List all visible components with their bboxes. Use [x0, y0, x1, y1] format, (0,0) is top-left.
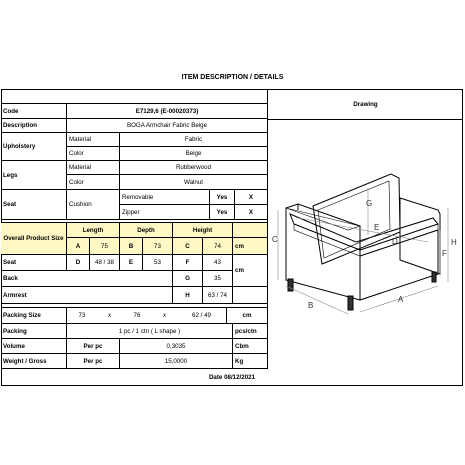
upholstery-label: Upholstery — [1, 133, 67, 161]
dim-label-e: E — [374, 223, 380, 232]
code-value: E7129,6 (E-00020373) — [67, 104, 268, 119]
packing-size-x1: x — [97, 308, 122, 324]
volume-label: Volume — [1, 339, 67, 354]
legs-color-label: Color — [67, 175, 120, 190]
page-title: ITEM DESCRIPTION / DETAILS — [181, 74, 284, 81]
a-value: 75 — [90, 238, 120, 255]
d-letter: D — [67, 255, 90, 271]
code-label: Code — [1, 104, 67, 119]
volume-value: 0,3035 — [120, 339, 233, 354]
legs-material: Rubberwood — [120, 161, 268, 175]
e-letter: E — [120, 255, 143, 271]
f-letter: F — [173, 255, 203, 271]
g-letter: G — [173, 271, 203, 287]
volume-per: Per pc — [67, 339, 120, 354]
h-letter: H — [173, 287, 203, 304]
packing-size-unit: cm — [227, 308, 268, 324]
upholstery-color: Beige — [120, 147, 268, 161]
seat-label: Seat — [1, 255, 67, 271]
packing-size-3: 62 / 49 — [177, 308, 227, 324]
packing-label: Packing — [1, 324, 67, 339]
seat-option-label: Seat — [1, 190, 67, 220]
legs-color: Walnut — [120, 175, 268, 190]
packing-size-2: 76 — [122, 308, 152, 324]
zipper-label: Zipper — [120, 205, 210, 220]
upholstery-material: Fabric — [120, 133, 268, 147]
d-value: 48 / 38 — [90, 255, 120, 271]
overall-unit: cm — [233, 238, 268, 255]
removable-x: X — [235, 190, 268, 205]
legs-label: Legs — [1, 161, 67, 190]
zipper-yes: Yes — [210, 205, 235, 220]
seat-back-unit: cm — [233, 255, 268, 287]
height-header: Height — [173, 223, 233, 238]
removable-yes: Yes — [210, 190, 235, 205]
seat-cushion-label: Cushion — [67, 190, 120, 220]
drawing-header: Drawing — [268, 89, 463, 120]
weight-value: 15,0000 — [120, 354, 233, 369]
dim-label-d: D — [392, 237, 398, 246]
zipper-x: X — [235, 205, 268, 220]
g-value: 35 — [203, 271, 233, 287]
c-value: 74 — [203, 238, 233, 255]
dim-label-f: F — [442, 249, 447, 258]
back-label: Back — [1, 271, 173, 287]
backrest-shape — [313, 174, 400, 264]
a-letter: A — [67, 238, 90, 255]
h-value: 63 / 74 — [203, 287, 233, 304]
overall-size-label: Overall Product Size — [1, 223, 67, 255]
packing-value: 1 pc / 1 ctn ( L shape ) — [67, 324, 233, 339]
packing-size-1: 73 — [67, 308, 97, 324]
packing-size-label: Packing Size — [1, 308, 67, 324]
height-spacer — [233, 223, 268, 238]
dim-label-g: G — [366, 199, 373, 208]
dim-label-a: A — [398, 295, 404, 304]
b-value: 73 — [143, 238, 173, 255]
length-header: Length — [67, 223, 120, 238]
dim-label-c: C — [272, 235, 278, 244]
description-value: BOGA Armchair Fabric Beige — [67, 119, 268, 133]
blank — [1, 89, 268, 104]
description-label: Description — [1, 119, 67, 133]
dim-label-h: H — [451, 238, 457, 247]
legs-material-label: Material — [67, 161, 120, 175]
armrest-unit-blank — [233, 287, 268, 304]
weight-per: Per pc — [67, 354, 120, 369]
packing-unit: pcs/ctn — [233, 324, 268, 339]
weight-unit: Kg — [233, 354, 268, 369]
removable-label: Removable — [120, 190, 210, 205]
armrest-label: Armrest — [1, 287, 173, 304]
c-letter: C — [173, 238, 203, 255]
armchair-drawing — [268, 90, 462, 369]
volume-unit: Cbm — [233, 339, 268, 354]
weight-label: Weight / Gross — [1, 354, 67, 369]
b-letter: B — [120, 238, 143, 255]
upholstery-material-label: Material — [67, 133, 120, 147]
seat-cushion-shape — [290, 214, 438, 250]
date-row: Date 08/12/2021 — [1, 369, 463, 386]
f-value: 43 — [203, 255, 233, 271]
packing-size-x2: x — [152, 308, 177, 324]
upholstery-color-label: Color — [67, 147, 120, 161]
e-value: 53 — [143, 255, 173, 271]
depth-header: Depth — [120, 223, 173, 238]
dim-label-b: B — [308, 301, 314, 310]
